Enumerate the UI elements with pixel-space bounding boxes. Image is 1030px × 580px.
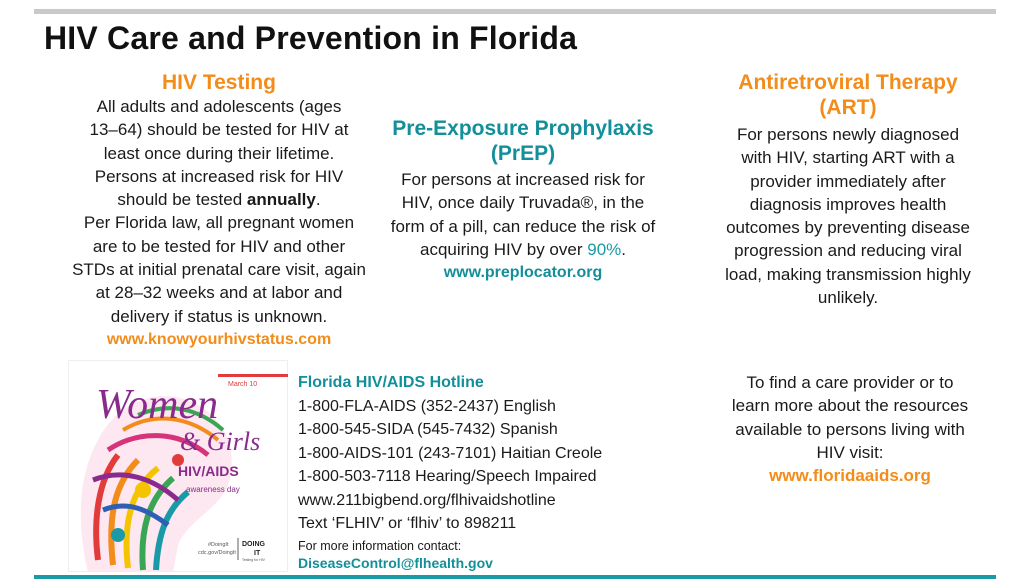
- art-text-line: diagnosis improves health: [749, 194, 947, 214]
- testing-text-line: All adults and adolescents (ages: [96, 97, 342, 116]
- poster-date: March 10: [228, 381, 258, 388]
- floridaaids-link[interactable]: www.floridaaids.org: [769, 466, 931, 486]
- testing-text-line: Per Florida law, all pregnant women: [83, 213, 355, 233]
- prep-risk-suffix: .: [621, 239, 626, 259]
- hotline-hearing-number[interactable]: 1-800-503-7118 Hearing/Speech Impaired: [298, 468, 597, 485]
- poster-women-word: Women: [96, 382, 219, 428]
- prep-text-line: HIV, once daily Truvada®, in the: [401, 193, 645, 213]
- art-text-line: outcomes by preventing disease: [726, 218, 970, 238]
- poster-doing-text: DOING: [242, 541, 265, 548]
- knowyourhivstatus-link[interactable]: www.knowyourhivstatus.com: [106, 330, 332, 348]
- testing-text-line: STDs at initial prenatal care visit, again: [72, 260, 366, 280]
- art-text-line: provider immediately after: [750, 171, 946, 191]
- testing-annually-suffix: .: [315, 190, 321, 210]
- provider-text-line: available to persons living with: [735, 419, 965, 439]
- testing-text-line: at 28–32 weeks and at labor and: [95, 283, 343, 303]
- poster-it-text: IT: [254, 550, 261, 557]
- hotline-heading: Florida HIV/AIDS Hotline: [298, 374, 484, 391]
- prep-section: [358, 116, 688, 284]
- poster-hashtag: #DoingIt: [208, 542, 229, 548]
- top-rule: [34, 9, 996, 14]
- testing-text-line: least once during their lifetime.: [103, 143, 335, 163]
- art-heading: Antiretroviral Therapy: [738, 71, 958, 94]
- prep-text-line: For persons at increased risk for: [401, 170, 645, 189]
- page-title: HIV Care and Prevention in Florida: [44, 20, 578, 56]
- hotline-spanish-number[interactable]: 1-800-545-SIDA (545-7432) Spanish: [298, 421, 558, 438]
- testing-annually-prefix: should be tested: [117, 190, 247, 210]
- hotline-website-link[interactable]: www.211bigbend.org/flhivaidshotline: [298, 491, 556, 509]
- art-heading-abbr: (ART): [819, 96, 877, 119]
- awareness-day-poster: [68, 360, 288, 572]
- provider-text-line: To find a care provider or to: [746, 373, 954, 392]
- contact-label: For more information contact:: [298, 539, 462, 553]
- art-text-line: load, making transmission highly: [725, 264, 971, 284]
- prep-percentage: 90%: [587, 239, 622, 259]
- bottom-rule: [34, 575, 996, 579]
- hotline-section: [298, 371, 678, 536]
- prep-heading: Pre-Exposure Prophylaxis: [392, 117, 654, 140]
- poster-red-stripe: [218, 374, 288, 377]
- art-text-line: For persons newly diagnosed: [736, 125, 960, 144]
- provider-text-line: HIV visit:: [816, 442, 884, 462]
- poster-awareness-text: awareness day: [186, 485, 240, 494]
- testing-text-line: Persons at increased risk for HIV: [94, 166, 344, 186]
- poster-hivaids-word: HIV/AIDS: [178, 463, 239, 479]
- testing-text-line: are to be tested for HIV and other: [92, 236, 346, 256]
- art-text-line: with HIV, starting ART with a: [741, 148, 955, 168]
- provider-text-line: learn more about the resources: [731, 396, 969, 416]
- hotline-creole-number[interactable]: 1-800-AIDS-101 (243-7101) Haitian Creole: [298, 444, 603, 462]
- care-provider-section: [690, 371, 1010, 487]
- art-text-line: unlikely.: [817, 288, 879, 308]
- art-text-line: progression and reducing viral: [734, 241, 962, 261]
- hotline-english-number[interactable]: 1-800-FLA-AIDS (352-2437) English: [298, 397, 556, 415]
- preplocator-link[interactable]: www.preplocator.org: [443, 264, 603, 282]
- hotline-text-line: Text ‘FLHIV’ or ‘flhiv’ to 898211: [298, 515, 517, 532]
- art-section: [688, 70, 1008, 309]
- prep-heading-abbr: (PrEP): [490, 142, 556, 165]
- testing-text-line: 13–64) should be tested for HIV at: [89, 120, 349, 140]
- testing-text-line: [44, 188, 394, 211]
- hiv-testing-heading: HIV Testing: [162, 71, 276, 94]
- contact-section: [298, 538, 658, 572]
- contact-email-link[interactable]: DiseaseControl@flhealth.gov: [298, 555, 493, 571]
- poster-cdc-url: cdc.gov/DoingIt: [198, 550, 236, 556]
- testing-annually-bold: annually: [246, 190, 316, 210]
- prep-risk-prefix: acquiring HIV by over: [419, 239, 588, 259]
- testing-text-line: delivery if status is unknown.: [110, 306, 328, 326]
- poster-illustration: [68, 360, 288, 572]
- prep-text-line: [358, 238, 688, 261]
- poster-testing-text: Testing for HIV: [242, 558, 265, 562]
- prep-text-line: form of a pill, can reduce the risk of: [390, 216, 656, 236]
- poster-girls-word: & Girls: [180, 427, 261, 456]
- hiv-testing-section: [44, 70, 394, 351]
